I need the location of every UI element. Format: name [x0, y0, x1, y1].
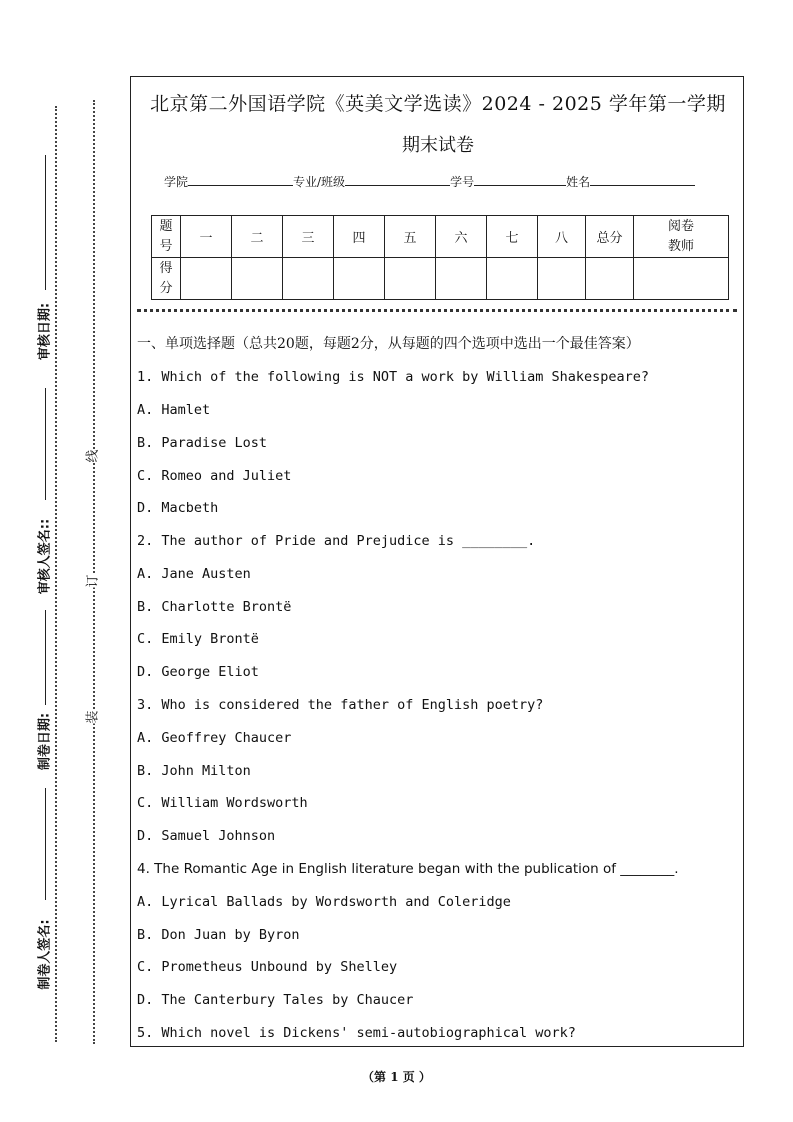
major-class-field[interactable] — [345, 173, 450, 186]
option-3a: A. Geoffrey Chaucer — [137, 730, 292, 746]
row-label-question-no: 题号 — [152, 216, 181, 258]
option-1d: D. Macbeth — [137, 500, 219, 516]
student-info-row — [164, 173, 695, 190]
name-field[interactable] — [590, 173, 695, 186]
college-label: 学院 — [164, 175, 189, 189]
review-date-label: 审核日期: — [37, 302, 53, 361]
col-header-4: 四 — [334, 216, 385, 258]
score-cell[interactable] — [283, 258, 334, 300]
score-table — [151, 215, 729, 300]
col-header-5: 五 — [385, 216, 436, 258]
option-1b: B. Paradise Lost — [137, 435, 268, 451]
col-header-8: 八 — [538, 216, 586, 258]
grader-cell[interactable] — [634, 258, 729, 300]
option-4a: A. Lyrical Ballads by Wordsworth and Coleridge — [137, 894, 511, 910]
score-cell[interactable] — [232, 258, 283, 300]
score-cell[interactable] — [181, 258, 232, 300]
college-field[interactable] — [188, 173, 293, 186]
binding-mark-zhuang: 装 — [85, 710, 101, 724]
binding-dotted-line-inner — [93, 100, 95, 1044]
exam-subtitle: 期末试卷 — [402, 135, 474, 156]
option-2d: D. George Eliot — [137, 664, 259, 680]
option-2c: C. Emily Brontë — [137, 631, 259, 647]
exam-title: 北京第二外国语学院《英美文学选读》2024 - 2025 学年第一学期 — [150, 93, 726, 115]
question-1: 1. Which of the following is NOT a work by William Shakespeare? — [137, 369, 650, 385]
col-header-2: 二 — [232, 216, 283, 258]
col-header-total: 总分 — [586, 216, 634, 258]
row-label-score: 得分 — [152, 258, 181, 300]
maker-signature-line — [45, 788, 46, 900]
reviewer-signature-label: 审核人签名:: — [37, 518, 53, 595]
col-header-7: 七 — [487, 216, 538, 258]
name-label: 姓名 — [566, 175, 591, 189]
section-heading: 一、单项选择题（总共20题，每题2分，从每题的四个选项中选出一个最佳答案） — [137, 336, 640, 352]
question-5: 5. Which novel is Dickens' semi-autobiographical work? — [137, 1025, 576, 1041]
exam-paper-frame — [130, 76, 744, 1047]
binding-dotted-line-outer — [55, 106, 57, 1042]
col-header-3: 三 — [283, 216, 334, 258]
making-date-line — [45, 610, 46, 705]
option-2b: B. Charlotte Brontë — [137, 599, 292, 615]
option-4d: D. The Canterbury Tales by Chaucer — [137, 992, 414, 1008]
col-header-1: 一 — [181, 216, 232, 258]
option-2a: A. Jane Austen — [137, 566, 251, 582]
col-header-6: 六 — [436, 216, 487, 258]
score-cell[interactable] — [487, 258, 538, 300]
col-header-grader: 阅卷教师 — [634, 216, 729, 258]
making-date-label: 制卷日期: — [37, 712, 53, 771]
score-cell[interactable] — [334, 258, 385, 300]
option-3c: C. William Wordsworth — [137, 795, 308, 811]
option-1a: A. Hamlet — [137, 402, 211, 418]
page-number: （第 1 页 ） — [362, 1070, 431, 1084]
option-1c: C. Romeo and Juliet — [137, 468, 292, 484]
score-cell[interactable] — [436, 258, 487, 300]
score-cell[interactable] — [385, 258, 436, 300]
question-2: 2. The author of Pride and Prejudice is ________. — [137, 533, 536, 549]
option-3d: D. Samuel Johnson — [137, 828, 276, 844]
review-date-line — [45, 155, 46, 290]
score-cell-total[interactable] — [586, 258, 634, 300]
option-4c: C. Prometheus Unbound by Shelley — [137, 959, 398, 975]
score-cell[interactable] — [538, 258, 586, 300]
maker-signature-label: 制卷人签名: — [37, 919, 53, 990]
option-4b: B. Don Juan by Byron — [137, 927, 300, 943]
student-id-field[interactable] — [474, 173, 566, 186]
binding-mark-ding: 订 — [85, 574, 101, 588]
student-id-label: 学号 — [450, 175, 475, 189]
binding-mark-xian: 线 — [85, 449, 101, 463]
dotted-separator — [137, 309, 737, 312]
major-class-label: 专业/班级 — [293, 175, 346, 189]
question-3: 3. Who is considered the father of English poetry? — [137, 697, 544, 713]
reviewer-signature-line — [45, 388, 46, 500]
question-4: 4. The Romantic Age in English literature began with the publication of ________. — [137, 861, 679, 877]
option-3b: B. John Milton — [137, 763, 251, 779]
